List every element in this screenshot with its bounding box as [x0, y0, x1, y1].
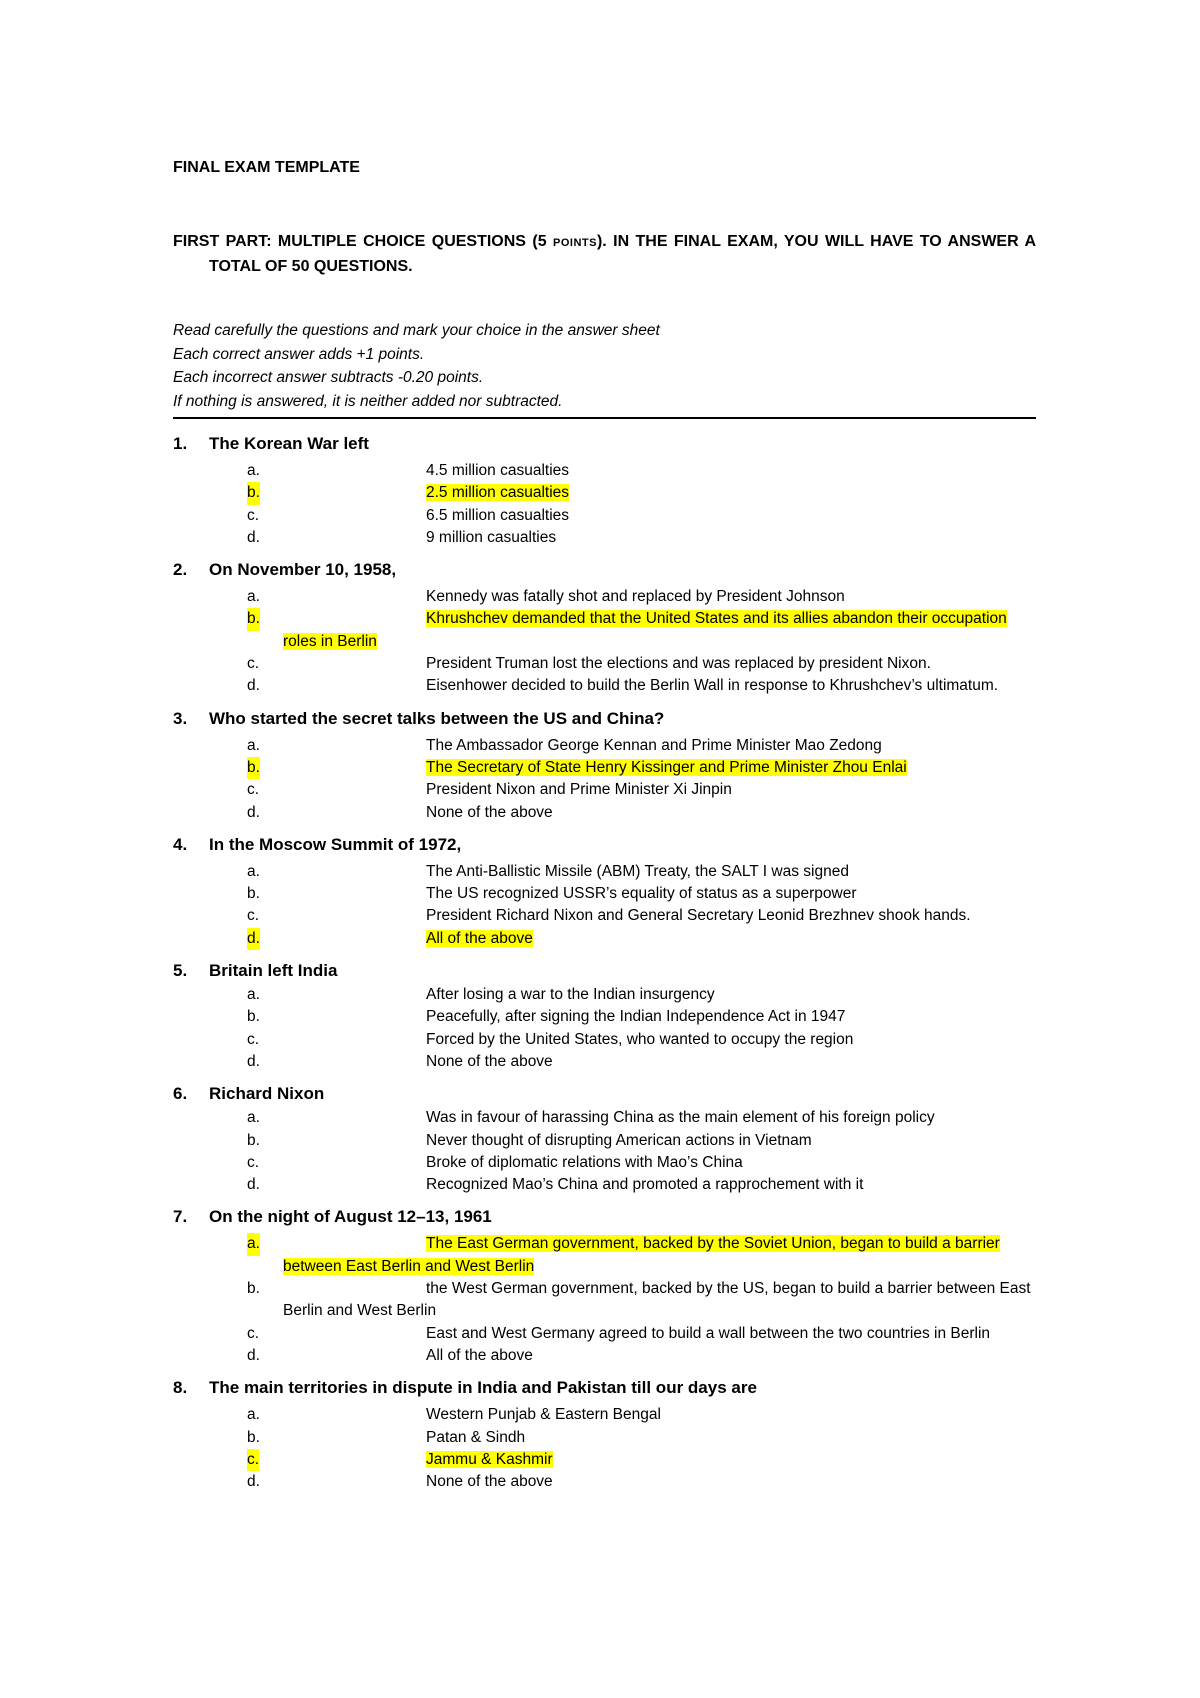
question-text: The Korean War left [209, 434, 369, 453]
option-text-wrap [173, 984, 1036, 1006]
answer-option [173, 505, 1036, 527]
highlighted-answer: 2.5 million casualties [426, 484, 570, 502]
option-label: d. [247, 928, 260, 950]
option-text-wrap [173, 1345, 1036, 1367]
answer-option [173, 482, 1036, 504]
option-label: d. [247, 1176, 260, 1194]
option-label: a. [247, 1109, 260, 1127]
answer-option [173, 1174, 1036, 1196]
instruction-line: Each incorrect answer subtracts -0.20 points. [173, 369, 484, 386]
option-label: d. [247, 528, 260, 546]
answer-option [173, 1107, 1036, 1129]
option-text-wrap [173, 1278, 1036, 1323]
answer-options [173, 735, 1036, 824]
highlighted-answer: All of the above [426, 929, 533, 947]
answer-option [173, 1233, 1036, 1278]
option-text: Recognized Mao’s China and promoted a rapprochement with it [426, 1176, 864, 1194]
answer-option [173, 1404, 1036, 1426]
part-heading-start: FIRST PART: MULTIPLE CHOICE QUESTIONS (5 [173, 233, 553, 250]
option-text-wrap [173, 1427, 1036, 1449]
answer-option [173, 653, 1036, 675]
question-heading [173, 832, 1036, 858]
instruction-line: Each correct answer adds +1 points. [173, 345, 425, 363]
answer-option [173, 1471, 1036, 1493]
answer-options [173, 586, 1036, 697]
question-heading [173, 557, 1036, 583]
option-text-wrap [173, 1130, 1036, 1152]
option-text-wrap [173, 905, 1036, 927]
question-text: Richard Nixon [209, 1084, 325, 1104]
answer-option [173, 905, 1036, 927]
answer-option [173, 883, 1036, 905]
question-heading [173, 431, 1036, 457]
answer-option [173, 779, 1036, 801]
option-label: c. [247, 1153, 260, 1171]
option-text-wrap [173, 1051, 1036, 1073]
option-text: The US recognized USSR’s equality of status as a superpower [426, 885, 857, 903]
option-label: a. [247, 1406, 260, 1424]
option-text-wrap [173, 735, 1036, 757]
option-text-wrap [173, 779, 1036, 801]
question-text: The main territories in dispute in India and Pakistan till our days are [209, 1378, 757, 1398]
answer-option [173, 802, 1036, 824]
option-text: Eisenhower decided to build the Berlin Wall in response to Khrushchev’s ultimatum. [426, 677, 999, 695]
option-text-wrap [173, 505, 1036, 527]
option-text: Patan & Sindh [426, 1428, 526, 1446]
option-text: 6.5 million casualties [426, 506, 570, 524]
answer-options [173, 460, 1036, 549]
answer-options [173, 1107, 1036, 1196]
answer-option [173, 1152, 1036, 1174]
option-text-wrap [173, 675, 1036, 697]
answer-option [173, 984, 1036, 1006]
question-7 [173, 1204, 1036, 1367]
question-heading [173, 706, 1036, 732]
question-1 [173, 431, 1036, 549]
option-label: c. [247, 506, 260, 524]
question-text: In the Moscow Summit of 1972, [209, 834, 462, 854]
option-label: c. [247, 655, 260, 673]
question-text: Britain left India [209, 961, 338, 981]
answer-option [173, 1427, 1036, 1449]
answer-options [173, 1404, 1036, 1493]
answer-option [173, 1323, 1036, 1345]
question-2 [173, 557, 1036, 697]
option-label: c. [247, 1324, 260, 1342]
answer-option [173, 1449, 1036, 1471]
document-page [173, 158, 1036, 1493]
option-text-wrap [173, 861, 1036, 883]
answer-options [173, 861, 1036, 950]
option-text: All of the above [426, 1346, 533, 1364]
option-text: President Nixon and Prime Minister Xi Jinpin [426, 781, 732, 799]
option-text-wrap [173, 1174, 1036, 1196]
option-label: d. [247, 677, 260, 695]
option-text: President Richard Nixon and General Secretary Leonid Brezhnev shook hands. [426, 907, 971, 925]
option-text-wrap [173, 1107, 1036, 1129]
option-label: a. [247, 588, 260, 606]
option-text-wrap [173, 527, 1036, 549]
option-text-wrap [173, 1323, 1036, 1345]
option-text: 4.5 million casualties [426, 462, 570, 479]
option-label: d. [247, 1473, 260, 1491]
option-text: None of the above [426, 803, 553, 821]
question-3 [173, 706, 1036, 824]
answer-option [173, 1029, 1036, 1051]
answer-option [173, 757, 1036, 779]
option-label: d. [247, 803, 260, 821]
option-text-wrap [173, 802, 1036, 824]
part-heading-end: ). IN THE FINAL EXAM, YOU WILL HAVE TO ANSWER A TOTAL OF 50 QUESTIONS. [209, 233, 1036, 275]
answer-options [173, 984, 1036, 1073]
option-text: Kennedy was fatally shot and replaced by President Johnson [426, 588, 845, 606]
option-text-wrap [173, 1006, 1036, 1028]
option-text-wrap [173, 1152, 1036, 1174]
answer-option [173, 527, 1036, 549]
question-text: Who started the secret talks between the US and China? [209, 708, 665, 728]
option-label: a. [247, 736, 260, 754]
option-text-wrap [173, 1029, 1036, 1051]
option-text: Was in favour of harassing China as the main element of his foreign policy [426, 1109, 935, 1127]
option-text: Peacefully, after signing the Indian Independence Act in 1947 [426, 1008, 846, 1026]
part-heading [173, 230, 1036, 279]
answer-option [173, 586, 1036, 608]
highlighted-answer: The East German government, backed by the Soviet Union, began to build a barrier between East Berlin and West Berlin [283, 1235, 1000, 1275]
option-label: c. [247, 1030, 260, 1048]
option-text-wrap [173, 1471, 1036, 1493]
option-text-wrap [173, 928, 1036, 950]
question-number: 2. [173, 560, 188, 580]
highlighted-answer: The Secretary of State Henry Kissinger and Prime Minister Zhou Enlai [426, 758, 907, 776]
option-text-wrap [173, 482, 1036, 504]
answer-option [173, 1278, 1036, 1323]
instruction-line: If nothing is answered, it is neither added nor subtracted. [173, 392, 563, 410]
instruction-line: Read carefully the questions and mark your choice in the answer sheet [173, 322, 660, 339]
option-label: c. [247, 781, 260, 799]
question-heading [173, 958, 1036, 984]
instructions [173, 319, 1036, 413]
question-list [173, 431, 1036, 1493]
question-text: On the night of August 12–13, 1961 [209, 1207, 492, 1227]
answer-option [173, 460, 1036, 482]
option-label: b. [247, 1428, 260, 1446]
option-label: b. [247, 482, 260, 504]
answer-option [173, 735, 1036, 757]
horizontal-rule [173, 417, 1036, 419]
question-number: 1. [173, 434, 188, 453]
question-number: 8. [173, 1378, 188, 1398]
option-label: b. [247, 885, 260, 903]
question-6 [173, 1081, 1036, 1196]
option-text: 9 million casualties [426, 528, 557, 546]
answer-option [173, 1006, 1036, 1028]
option-text: the West German government, backed by the US, began to build a barrier between East Berlin and West Berlin [283, 1280, 1031, 1320]
option-text: East and West Germany agreed to build a wall between the two countries in Berlin [426, 1324, 991, 1342]
option-text: Broke of diplomatic relations with Mao’s China [426, 1153, 743, 1171]
option-text-wrap [173, 1233, 1036, 1278]
answer-option [173, 928, 1036, 950]
option-text: The Ambassador George Kennan and Prime Minister Mao Zedong [426, 736, 882, 754]
highlighted-answer: Jammu & Kashmir [426, 1450, 553, 1468]
answer-options [173, 1233, 1036, 1367]
option-label: b. [247, 608, 260, 630]
option-text-wrap [173, 608, 1036, 653]
option-text-wrap [173, 883, 1036, 905]
answer-option [173, 1051, 1036, 1073]
option-text: The Anti-Ballistic Missile (ABM) Treaty, the SALT I was signed [426, 862, 849, 880]
question-heading [173, 1081, 1036, 1107]
option-text: None of the above [426, 1473, 553, 1491]
option-text-wrap [173, 653, 1036, 675]
option-label: b. [247, 757, 260, 779]
question-text: On November 10, 1958, [209, 560, 397, 580]
option-label: b. [247, 1280, 260, 1298]
option-text: President Truman lost the elections and was replaced by president Nixon. [426, 655, 931, 673]
option-text-wrap [173, 586, 1036, 608]
question-heading [173, 1375, 1036, 1401]
answer-option [173, 861, 1036, 883]
question-number: 5. [173, 961, 188, 981]
option-label: b. [247, 1131, 260, 1149]
question-4 [173, 832, 1036, 950]
question-5 [173, 958, 1036, 1073]
document-title: FINAL EXAM TEMPLATE [173, 159, 360, 176]
part-heading-small: POINTS [553, 237, 597, 249]
answer-option [173, 675, 1036, 697]
option-label: c. [247, 1449, 259, 1471]
option-label: a. [247, 862, 260, 880]
option-label: b. [247, 1008, 260, 1026]
option-text: Never thought of disrupting American actions in Vietnam [426, 1131, 812, 1149]
option-label: a. [247, 462, 260, 479]
option-text: None of the above [426, 1052, 553, 1070]
option-text-wrap [173, 757, 1036, 779]
option-text: After losing a war to the Indian insurgency [426, 986, 715, 1004]
option-label: d. [247, 1052, 260, 1070]
question-number: 6. [173, 1084, 188, 1104]
answer-option [173, 608, 1036, 653]
option-text: Forced by the United States, who wanted to occupy the region [426, 1030, 854, 1048]
option-text-wrap [173, 1449, 1036, 1471]
option-label: a. [247, 1233, 260, 1255]
question-number: 3. [173, 708, 188, 728]
option-text-wrap [173, 1404, 1036, 1426]
option-label: a. [247, 986, 260, 1004]
question-number: 4. [173, 834, 188, 854]
option-label: c. [247, 907, 260, 925]
answer-option [173, 1345, 1036, 1367]
option-text-wrap [173, 460, 1036, 482]
highlighted-answer: Khrushchev demanded that the United States and its allies abandon their occupation roles in Berlin [283, 610, 1007, 650]
answer-option [173, 1130, 1036, 1152]
option-label: d. [247, 1346, 260, 1364]
question-8 [173, 1375, 1036, 1493]
question-number: 7. [173, 1207, 188, 1227]
option-text: Western Punjab & Eastern Bengal [426, 1406, 661, 1424]
question-heading [173, 1204, 1036, 1230]
